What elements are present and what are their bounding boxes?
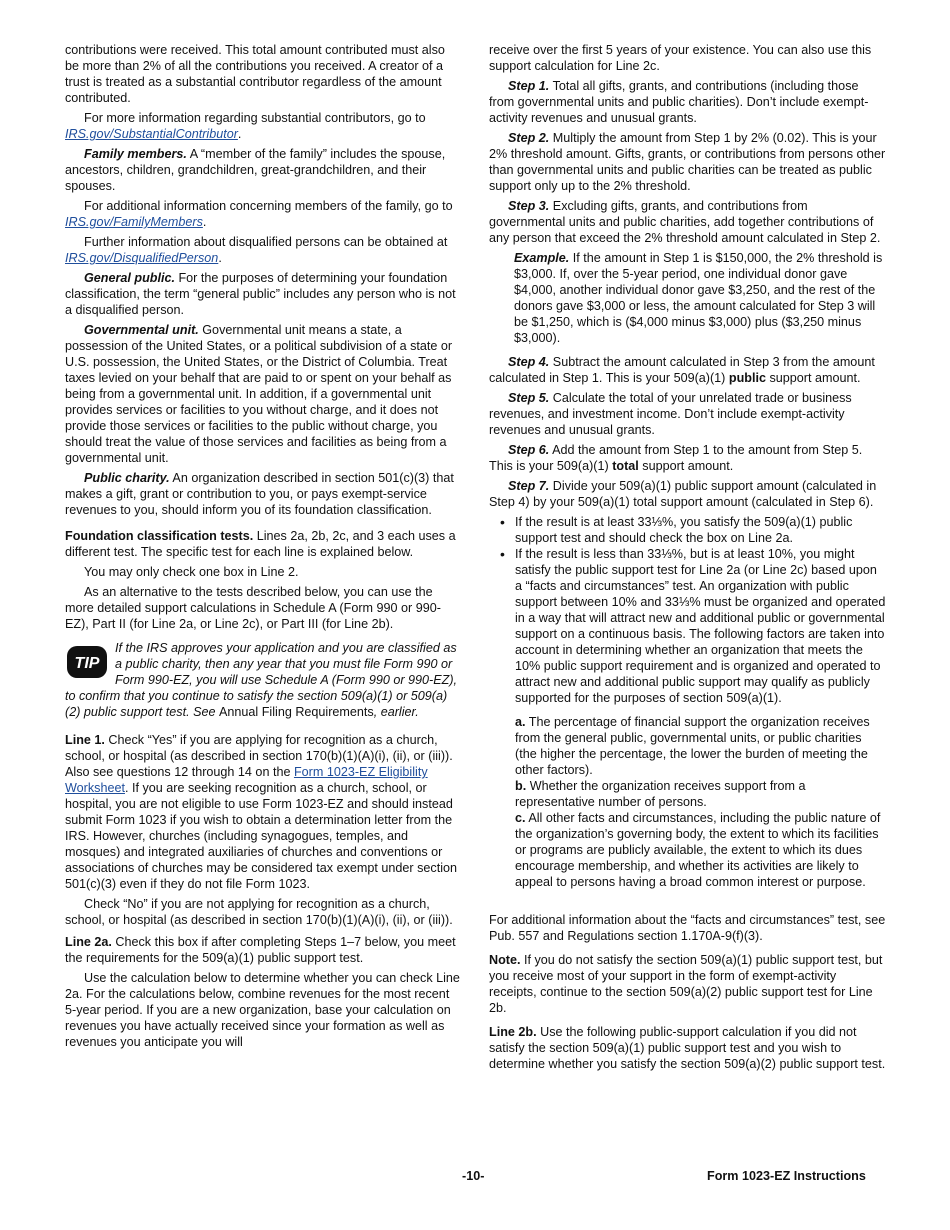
step-label: Step 5. [508, 391, 550, 405]
text: . [218, 251, 222, 265]
text: support amount. [765, 371, 861, 385]
paragraph: receive over the first 5 years of your existence. You can also use this support calculation for Line 2c. [489, 43, 872, 73]
factors-list [515, 714, 886, 890]
paragraph [65, 234, 462, 266]
paragraph [65, 270, 462, 318]
paragraph: contributions were received. This total amount contributed must also be more than 2% of all the contributions you received. A creator of a trust is treated as a substantial contributor regardless of the amount contributed. [65, 43, 445, 105]
paragraph [65, 198, 462, 230]
substantial-contributor-link[interactable]: IRS.gov/SubstantialContributor [65, 127, 238, 141]
step-label: Step 7. [508, 479, 550, 493]
heading-general-public: General public. [84, 271, 175, 285]
heading-line-2a: Line 2a. [65, 935, 112, 949]
example-label: Example. [514, 251, 570, 265]
text: Further information about disqualified persons can be obtained at [84, 235, 448, 249]
form-title-footer: Form 1023-EZ Instructions [707, 1169, 866, 1183]
factor-a [515, 714, 886, 778]
right-column [489, 42, 886, 1076]
paragraph [65, 732, 462, 892]
factor-label: b. [515, 779, 527, 793]
paragraph [65, 110, 462, 142]
example-block [514, 250, 886, 346]
paragraph [65, 528, 462, 560]
text: For more information regarding substantial contributors, go to [84, 111, 426, 125]
text: . [237, 127, 242, 141]
step-label: Step 1. [508, 79, 550, 93]
tip-reference: Annual Filing Requirements [219, 705, 374, 719]
paragraph: Check “No” if you are not applying for recognition as a church, school, or hospital (as described in section 170(b)(1)(A)(i), (ii), or (iii)). [65, 897, 453, 927]
heading-line-1: Line 1. [65, 733, 105, 747]
factor-label: c. [515, 811, 526, 825]
family-members-link[interactable]: IRS.gov/FamilyMembers [65, 215, 203, 229]
step-3 [489, 198, 886, 246]
text: . If you are seeking recognition as a church, school, or hospital, you are not eligible to use Form 1023-EZ and should instead submit Form 1023 if you wish to obtain a determination letter from the IRS. However, churches (including synagogues, temples, and mosques) and integrated auxiliaries of churches and conventions or associations of churches may be considered tax exempt under section 501(c)(3) even if they do not file Form 1023. [65, 781, 458, 891]
text: Check “Yes” if you are applying for recognition as a church, school, or hospital (as described in section 170(b)(1)(A)(i), (ii), or (iii)). Also see questions 12 through 14 on the [65, 733, 453, 779]
note [489, 952, 886, 1016]
factor-label: a. [515, 715, 526, 729]
text: An organization described in section 501(c)(3) that makes a gift, grant or contribution to you, or pays exempt-service revenues to you, should inform you of its foundation classification. [65, 471, 454, 517]
tip-text: If the IRS approves your application and you are classified as a public charity, then any year that you must file Form 990 or Form 990-EZ, you will use Schedule A (Form 990 or 990-EZ), to confirm that you continue to satisfy the section 509(a)(1) or 509(a)(2) public support test. See [65, 641, 458, 719]
heading-family-members: Family members. [84, 147, 187, 161]
factor-b [515, 778, 886, 810]
heading-public-charity: Public charity. [84, 471, 170, 485]
heading-foundation-tests: Foundation classification tests. [65, 529, 254, 543]
result-list [489, 514, 886, 706]
left-column [65, 42, 462, 1054]
text: . [202, 215, 207, 229]
text: Use the following public-support calculation if you did not satisfy the section 509(a)(1) public support test and you wish to determine whether you satisfy the section 509(a)(2) public support test. [489, 1025, 886, 1071]
factor-c [515, 810, 886, 890]
eligibility-worksheet-link[interactable]: Form 1023-EZ Eligibility Worksheet [65, 765, 428, 795]
text: The percentage of financial support the organization receives from the general public, governmental units, or public charities (the higher the percentage, the lower the burden of meeting the other factors). [515, 715, 870, 777]
text: Lines 2a, 2b, 2c, and 3 each uses a different test. The specific test for each line is explained below. [65, 529, 456, 559]
step-6 [489, 442, 886, 474]
text: , earlier. [373, 705, 419, 719]
text: Governmental unit means a state, a possession of the United States, or a political subdivision of a state or U.S. possession, the United States, or the District of Columbia. Treat taxes levied on your behalf that are paid to or spent on your behalf as being from a governmental unit. In addition, if a governmental unit provides services or facilities to you without charge, and it does not provide those services or facilities to the public without charge, you should treat the value of those services and facilities as being from a governmental unit. [65, 323, 453, 465]
text: Add the amount from Step 1 to the amount from Step 5. This is your 509(a)(1) [489, 443, 863, 473]
text: Divide your 509(a)(1) public support amount (calculated in Step 4) by your 509(a)(1) total support amount (calculated in Step 6). [489, 479, 877, 509]
step-label: Step 3. [508, 199, 550, 213]
tip-box [65, 640, 462, 720]
text: For the purposes of determining your foundation classification, the term “general public” includes any person who is not a disqualified person. [65, 271, 456, 317]
text: Multiply the amount from Step 1 by 2% (0.02). This is your 2% threshold amount. Gifts, grants, or contributions from persons other than governmental units and public charities can be treated as public support only up to the 2% threshold. [489, 131, 886, 193]
text: support amount. [638, 459, 734, 473]
text: Excluding gifts, grants, and contributions from governmental units and public charities, add together contributions of any person that exceed the 2% threshold amount calculated in Step 2. [489, 199, 881, 245]
paragraph: You may only check one box in Line 2. [84, 565, 299, 579]
heading-governmental-unit: Governmental unit. [84, 323, 199, 337]
step-7 [489, 478, 886, 510]
tip-label: TIP [74, 655, 100, 672]
text: Subtract the amount calculated in Step 3 from the amount calculated in Step 1. This is your 509(a)(1) [489, 355, 875, 385]
list-item: • If the result is less than 33⅓%, but is at least 10%, you might satisfy the public support test for Line 2a (or Line 2c) based upon a “facts and circumstances” test. An organization with public support between 10% and 33⅓% must be organized and operated in a way that will attract new and additional public or governmental support on a continuous basis. The following factors are taken into account in determining whether an organization that meets the 10% public support requirement and is organized and operated to attract new and additional public support may qualify as publicly supported for the purposes of section 509(a)(1). [515, 546, 886, 706]
step-2 [489, 130, 886, 194]
paragraph [489, 1024, 886, 1072]
step-1 [489, 78, 886, 126]
step-label: Step 2. [508, 131, 550, 145]
paragraph: Use the calculation below to determine whether you can check Line 2a. For the calculations below, combine revenues for the most recent 5-year period. If you are a new organization, base your calculation on revenues you have actually received since your formation as well as revenues you anticipate you will [65, 971, 460, 1049]
text: If you do not satisfy the section 509(a)(1) public support test, but you receive most of your support in the form of exempt-activity receipts, continue to the section 509(a)(2) public support test for Line 2b. [489, 953, 883, 1015]
page-number: -10- [462, 1169, 485, 1183]
text: Whether the organization receives support from a representative number of persons. [515, 779, 806, 809]
paragraph [65, 470, 462, 518]
step-label: Step 6. [508, 443, 550, 457]
text: Check this box if after completing Steps 1–7 below, you meet the requirements for the 509(a)(1) public support test. [65, 935, 456, 965]
text: If the amount in Step 1 is $150,000, the 2% threshold is $3,000. If, over the 5-year period, one individual donor gave $4,000, another individual donor gave $3,250, and the rest of the donors gave $3,000 or less, the amount calculated for Step 3 will be $1,250, which is ($4,000 minus $3,000) plus ($3,250 minus $3,000). [514, 251, 883, 345]
emphasis: public [728, 371, 766, 385]
text: Calculate the total of your unrelated trade or business revenues, and investment income. Don’t include exempt-activity revenues and unusual grants. [489, 391, 852, 437]
text: A “member of the family” includes the spouse, ancestors, children, grandchildren, great-grandchildren, and their spouses. [65, 147, 446, 193]
step-5 [489, 390, 886, 438]
emphasis: total [612, 459, 639, 473]
note-label: Note. [489, 953, 521, 967]
paragraph [65, 322, 462, 466]
paragraph [65, 146, 462, 194]
step-4 [489, 354, 886, 386]
paragraph: For additional information about the “facts and circumstances” test, see Pub. 557 and Regulations section 1.170A-9(f)(3). [489, 913, 886, 943]
step-label: Step 4. [508, 355, 550, 369]
tip-badge-graphic [65, 644, 109, 680]
text: Total all gifts, grants, and contributions (including those from governmental units and public charities). Don’t include exempt-activity revenues and unusual grants. [489, 79, 869, 125]
text: For additional information concerning members of the family, go to [84, 199, 453, 213]
tip-icon [65, 644, 109, 680]
list-item: • If the result is at least 33⅓%, you satisfy the 509(a)(1) public support test and should check the box on Line 2a. [515, 514, 886, 546]
paragraph: As an alternative to the tests described below, you can use the more detailed support calculations in Schedule A (Form 990 or 990-EZ), Part II (for Line 2a, or Line 2c), or Part III (for Line 2b). [65, 585, 441, 631]
text: All other facts and circumstances, including the public nature of the organization’s governing body, the extent to which its facilities or programs are publicly available, the extent to which its dues encourage membership, and whether its activities are likely to appeal to persons having a broad common interest or purpose. [515, 811, 881, 889]
heading-line-2b: Line 2b. [489, 1025, 537, 1039]
disqualified-person-link[interactable]: IRS.gov/DisqualifiedPerson [65, 251, 219, 265]
paragraph [65, 934, 462, 966]
